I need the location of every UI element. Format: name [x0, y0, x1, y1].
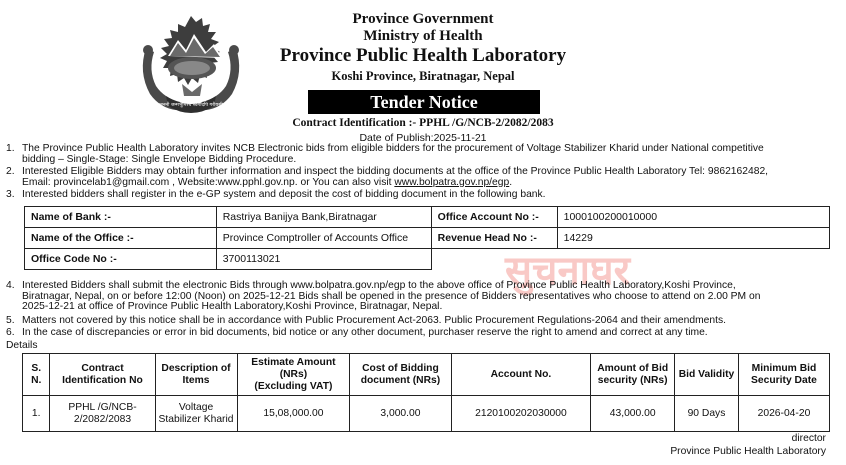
office-name-value: Province Comptroller of Accounts Office — [216, 228, 431, 249]
header-text-line: Identification No — [62, 374, 143, 386]
revenue-head-value: 14229 — [557, 228, 829, 249]
date-of-publish: Date of Publish:2025-11-21 — [359, 132, 487, 144]
table-cell — [237, 396, 350, 432]
header-text-line: document (NRs) — [360, 374, 441, 386]
header-text-line: Amount of Bid — [597, 362, 669, 374]
header-organization: Province Public Health Laboratory — [279, 45, 567, 66]
point-text-line: Interested Bidders shall submit the electronic Bids through www.bolpatra.gov.np/egp to the above office of Province Public Health Laboratory,Koshi Province, — [22, 280, 736, 291]
table-header-cell — [155, 354, 237, 396]
cell-text-line: Voltage — [178, 401, 214, 413]
signatory-organization: Province Public Health Laboratory — [670, 446, 826, 457]
details-table — [22, 353, 830, 432]
point-number: 6. — [6, 327, 15, 338]
point-text-line: 2025-12-21 at office of Province Public Health Laboratory,Koshi Province, Biratnagar, Nepal. — [22, 301, 443, 313]
header-government: Province Government — [352, 11, 494, 27]
point-text-line: Interested Eligible Bidders may obtain further information and inspect the bidding documents at the office of the Province Public Health Laboratory Tel: 9862162482, — [22, 166, 769, 177]
header-text-line: security (NRs) — [597, 374, 668, 386]
table-cell — [451, 396, 591, 432]
contract-identification: Contract Identification :- PPHL /G/NCB-2/2082/2083 — [292, 117, 554, 129]
header-text-line: Minimum Bid — [751, 362, 817, 374]
header-text-line: N. — [31, 374, 42, 386]
table-cell — [155, 396, 237, 432]
table-row — [25, 207, 830, 228]
cell-text-line: 90 Days — [687, 407, 726, 419]
table-header-cell — [675, 354, 739, 396]
table-header-row — [23, 354, 830, 396]
bolpatra-link[interactable]: www.bolpatra.gov.np/egp — [394, 176, 510, 188]
empty-cell — [557, 249, 829, 270]
cell-text-line: 15,08,000.00 — [263, 407, 324, 419]
revenue-head-label: Revenue Head No :- — [431, 228, 557, 249]
header-text-line: Account No. — [490, 368, 552, 380]
point-number: 4. — [6, 280, 15, 291]
point-text: . — [509, 176, 513, 188]
table-header-cell — [451, 354, 591, 396]
point-text: Email: provincelab1@gmail.com , Website:www.pphl.gov.np. or You can also visit — [22, 176, 395, 188]
table-header-cell — [350, 354, 451, 396]
table-header-cell — [591, 354, 675, 396]
office-account-label: Office Account No :- — [431, 207, 557, 228]
empty-cell — [431, 249, 557, 270]
signatory-title: director — [791, 433, 826, 444]
table-header-cell — [50, 354, 155, 396]
table-header-cell — [237, 354, 350, 396]
table-body — [23, 396, 830, 432]
point-text-line: In the case of discrepancies or error in bid documents, bid notice or any other document, purchaser reserve the right to amend and correct at any time. — [22, 327, 708, 338]
office-account-value: 1000100200010000 — [557, 207, 829, 228]
bank-name-value: Rastriya Banijya Bank,Biratnagar — [216, 207, 431, 228]
table-header-cell — [738, 354, 829, 396]
point-text-line: Matters not covered by this notice shall be in accordance with Public Procurement Act-2063. Public Procurement Regulations-2064 and their amendments. — [22, 315, 726, 326]
header-text-line: Cost of Bidding — [362, 362, 439, 374]
tender-notice-title: Tender Notice — [308, 90, 540, 114]
office-code-value: 3700113021 — [216, 249, 431, 270]
cell-text-line: 2026-04-20 — [757, 407, 811, 419]
svg-text:जननी जन्मभूमिश्च स्वर्गादपि गर: जननी जन्मभूमिश्च स्वर्गादपि गरीयसी — [159, 103, 223, 108]
cell-text-line: 2120100202030000 — [475, 407, 567, 419]
details-label: Details — [6, 340, 38, 351]
header-text-line: Bid Validity — [678, 368, 735, 380]
table-cell — [350, 396, 451, 432]
header-text-line: S. — [31, 362, 42, 374]
table-cell — [738, 396, 829, 432]
point-text-line: Interested bidders shall register in the e-GP system and deposit the cost of bidding document in the following bank. — [22, 189, 546, 200]
point-text-line: The Province Public Health Laboratory invites NCB Electronic bids from eligible bidders for the procurement of Voltage Stabilizer Kharid under National competitive — [22, 143, 764, 154]
header-ministry: Ministry of Health — [363, 28, 483, 44]
cell-text-line: 43,000.00 — [609, 407, 656, 419]
header-text-line: Contract — [81, 362, 124, 374]
table-row — [25, 249, 830, 270]
header-text-line: Items — [182, 374, 210, 386]
point-number: 1. — [6, 143, 15, 154]
cell-text-line: 3,000.00 — [380, 407, 421, 419]
table-cell — [23, 396, 50, 432]
watermark-logo: सुचनाघर — [505, 249, 630, 293]
office-code-label: Office Code No :- — [25, 249, 217, 270]
table-cell — [675, 396, 739, 432]
cell-text-line: PPHL /G/NCB- — [68, 401, 137, 413]
point-number: 3. — [6, 189, 15, 200]
cell-text-line: Stabilizer Kharid — [158, 413, 234, 425]
header-text-line: Description of — [161, 362, 231, 374]
table-row — [23, 396, 830, 432]
point-text-line: Biratnagar, Nepal, on or before 12:00 (Noon) on 2025-12-21 Bids shall be opened in the presence of Bidders representatives who choose to attend on 2.00 PM on — [22, 290, 761, 302]
header-address: Koshi Province, Biratnagar, Nepal — [331, 69, 515, 83]
header-text-line: (NRs) — [279, 368, 308, 380]
cell-text-line: 2/2082/2083 — [73, 413, 132, 425]
header-text-line: (Excluding VAT) — [254, 380, 333, 392]
table-header-cell — [23, 354, 50, 396]
point-number: 5. — [6, 315, 15, 326]
cell-text-line: 1. — [31, 407, 41, 419]
header-text-line: Estimate Amount — [251, 356, 336, 368]
point-text-line — [22, 178, 830, 189]
header-text-line: Security Date — [751, 374, 817, 386]
bank-details-table — [24, 206, 830, 270]
point-text-line: bidding – Single-Stage: Single Envelope Bidding Procedure. — [22, 153, 297, 165]
office-name-label: Name of the Office :- — [25, 228, 217, 249]
table-cell — [591, 396, 675, 432]
bank-name-label: Name of Bank :- — [25, 207, 217, 228]
table-cell — [50, 396, 155, 432]
point-number: 2. — [6, 166, 15, 177]
table-row — [25, 228, 830, 249]
